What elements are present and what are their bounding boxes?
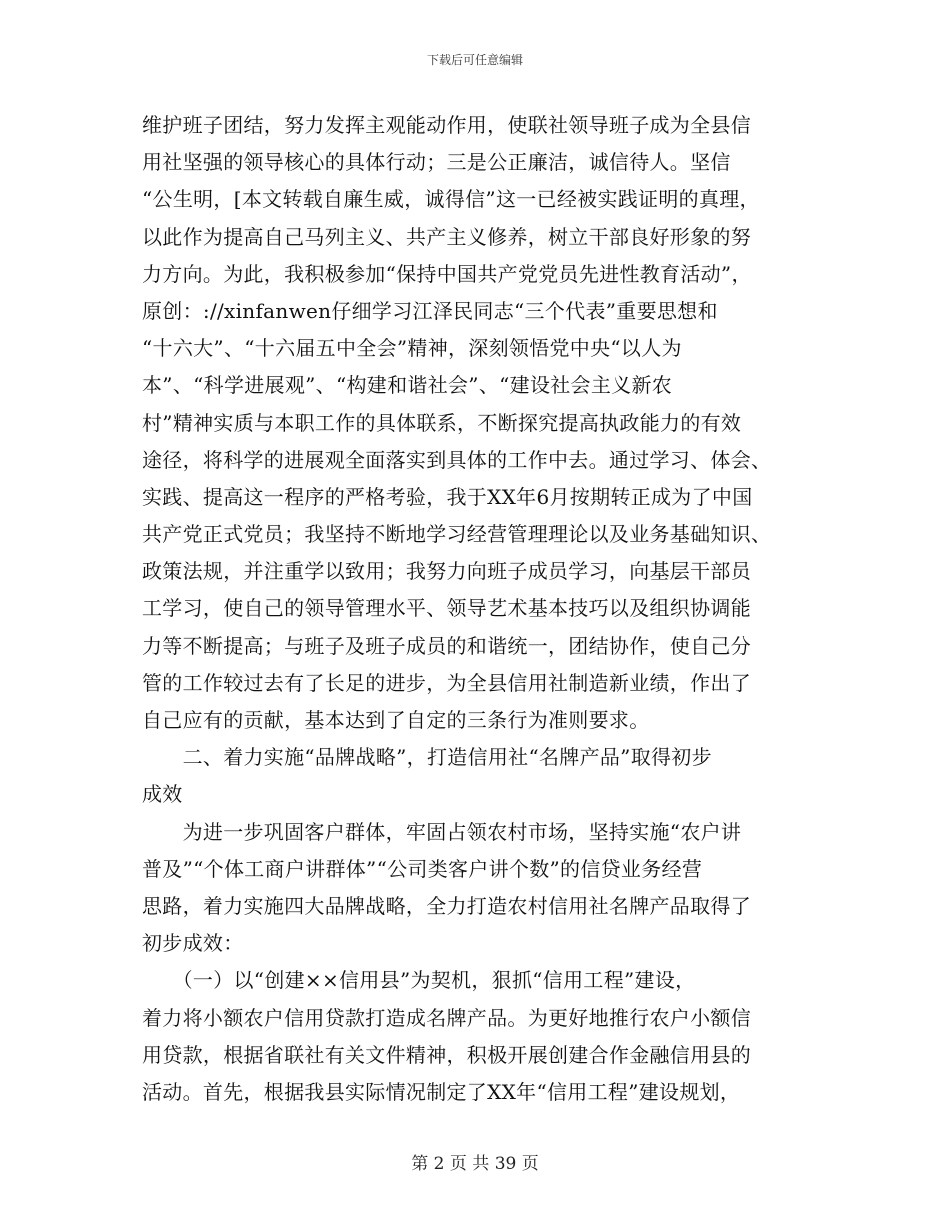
section-heading: 二、着力实施“品牌战略”，打造信用社“名牌产品”取得初步	[142, 745, 712, 770]
text-line: 用社坚强的领导核心的具体行动；三是公正廉洁，诚信待人。坚信	[142, 150, 731, 175]
text-line: 力等不断提高；与班子及班子成员的和谐统一，团结协作，使自己分	[142, 633, 751, 658]
text-line: 实践、提高这一程序的严格考验，我于XX年6月按期转正成为了中国	[142, 484, 753, 509]
text-line: 途径，将科学的进展观全面落实到具体的工作中去。通过学习、体会、	[142, 447, 772, 472]
text-line: 管的工作较过去有了长足的进步，为全县信用社制造新业绩，作出了	[142, 670, 751, 695]
text-line: 活动。首先，根据我县实际情况制定了XX年“信用工程”建设规划，	[142, 1079, 741, 1104]
text-line: 共产党正式党员；我坚持不断地学习经营管理理论以及业务基础知识、	[142, 522, 772, 547]
text-line: 以此作为提高自己马列主义、共产主义修养，树立干部良好形象的努	[142, 224, 751, 249]
text-line: 用贷款，根据省联社有关文件精神，积极开展创建合作金融信用县的	[142, 1042, 751, 1067]
text-line: 为进一步巩固客户群体，牢固占领农村市场，坚持实施“农户讲	[142, 819, 742, 844]
text-line: 原创：://xinfanwen仔细学习江泽民同志“三个代表”重要思想和	[142, 298, 718, 323]
text-line: 着力将小额农户信用贷款打造成名牌产品。为更好地推行农户小额信	[142, 1005, 751, 1030]
text-line: 维护班子团结，努力发挥主观能动作用，使联社领导班子成为全县信	[142, 113, 751, 137]
text-line: “公生明，[本文转载自廉生威，诚得信”这一已经被实践证明的真理，	[142, 187, 760, 212]
text-line: （一）以“创建××信用县”为契机，狠抓“信用工程”建设，	[142, 968, 696, 993]
text-line: 力方向。为此，我积极参加“保持中国共产党党员先进性教育活动”，	[142, 261, 752, 286]
text-line: 思路，着力实施四大品牌战略，全力打造农村信用社名牌产品取得了	[142, 893, 751, 918]
text-line: “十六大”、“十六届五中全会”精神，深刻领悟党中央“以人为	[142, 336, 682, 361]
text-line: 政策法规，并注重学以致用；我努力向班子成员学习，向基层干部员	[142, 559, 751, 584]
page-header: 下载后可任意编辑	[426, 53, 523, 67]
text-line: 自己应有的贡献，基本达到了自定的三条行为准则要求。	[142, 708, 650, 732]
text-line: 普及”“个体工商户讲群体”“公司类客户讲个数”的信贷业务经营	[142, 856, 703, 881]
section-heading: 成效	[142, 782, 183, 807]
page-footer: 第 2 页 共 39 页	[411, 1154, 539, 1174]
text-line: 工学习，使自己的领导管理水平、领导艺术基本技巧以及组织协调能	[142, 596, 751, 621]
text-line: 初步成效：	[142, 931, 244, 956]
text-line: 本”、“科学进展观”、“构建和谐社会”、“建设社会主义新农	[142, 373, 673, 398]
body-text	[142, 107, 832, 1111]
text-line: 村”精神实质与本职工作的具体联系，不断探究提高执政能力的有效	[142, 410, 742, 435]
